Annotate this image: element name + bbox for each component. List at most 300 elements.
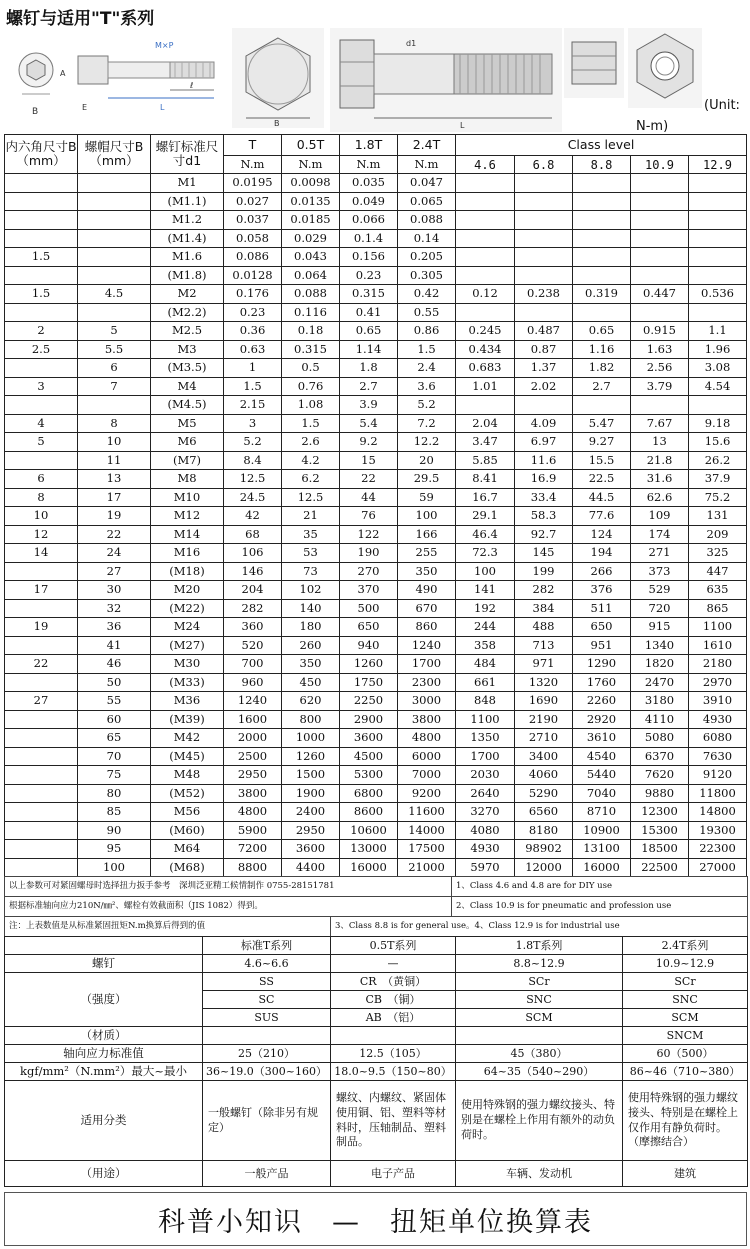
class-torque-cell: 2.02 (515, 377, 573, 396)
header-class-level: Class level (456, 135, 747, 156)
t18-torque-cell: 0.049 (340, 192, 398, 211)
hex-socket-cell (5, 766, 78, 785)
class-torque-cell: 3.47 (456, 433, 515, 452)
screw-size-cell: (M68) (151, 858, 224, 877)
t18-torque-cell: 16000 (340, 858, 398, 877)
t05-torque-cell: 180 (282, 618, 340, 637)
t-torque-cell: 8800 (224, 858, 282, 877)
table-row (5, 266, 747, 285)
head-size-cell (78, 211, 151, 230)
class-torque-cell (573, 266, 631, 285)
class-torque-cell: 2640 (456, 784, 515, 803)
class-torque-cell: 4930 (689, 710, 747, 729)
class-torque-cell (689, 248, 747, 267)
t05-torque-cell: 1900 (282, 784, 340, 803)
class-torque-cell: 3400 (515, 747, 573, 766)
class-torque-cell: 848 (456, 692, 515, 711)
class-torque-cell: 1.82 (573, 359, 631, 378)
t-torque-cell: 5900 (224, 821, 282, 840)
class-torque-cell: 27000 (689, 858, 747, 877)
head-size-cell: 60 (78, 710, 151, 729)
class-name: 6.8 (515, 156, 573, 174)
label-thread: ℓ (190, 81, 194, 90)
t-torque-cell: 0.36 (224, 322, 282, 341)
screw-size-cell: M2 (151, 285, 224, 304)
table-row (5, 710, 747, 729)
t-torque-cell: 7200 (224, 840, 282, 859)
t24-torque-cell: 17500 (398, 840, 456, 859)
class-torque-cell: 12000 (515, 858, 573, 877)
hex-socket-cell (5, 803, 78, 822)
t-torque-cell: 0.63 (224, 340, 282, 359)
table-row (5, 359, 747, 378)
class-torque-cell: 511 (573, 599, 631, 618)
screw-size-cell: (M45) (151, 747, 224, 766)
t05-torque-cell: 450 (282, 673, 340, 692)
class-torque-cell: 2.56 (631, 359, 689, 378)
class-name: 10.9 (631, 156, 689, 174)
grade-value: 8.8~12.9 (456, 955, 623, 973)
class-torque-cell: 0.487 (515, 322, 573, 341)
material-cell: SNCM (623, 1027, 748, 1045)
t-torque-cell: 1 (224, 359, 282, 378)
unit-value: N-m) (636, 119, 669, 134)
t-torque-cell: 2.15 (224, 396, 282, 415)
head-size-cell (78, 229, 151, 248)
material-cell: CB （铜） (331, 991, 456, 1009)
t05-torque-cell: 1.08 (282, 396, 340, 415)
head-size-cell: 55 (78, 692, 151, 711)
class-torque-cell (689, 192, 747, 211)
axial-value: 45（380） (456, 1045, 623, 1063)
t-torque-cell: 3 (224, 414, 282, 433)
t-torque-cell: 0.027 (224, 192, 282, 211)
class-torque-cell: 4060 (515, 766, 573, 785)
class-torque-cell: 484 (456, 655, 515, 674)
header-hex-socket: 内六角尺寸B（mm） (5, 135, 78, 174)
t24-torque-cell: 0.047 (398, 174, 456, 193)
material-cell: SCr (623, 973, 748, 991)
unit-cell: N.m (398, 156, 456, 174)
table-row (5, 581, 747, 600)
head-size-cell (78, 248, 151, 267)
t05-torque-cell: 4400 (282, 858, 340, 877)
t24-torque-cell: 3.6 (398, 377, 456, 396)
t-torque-cell: 2500 (224, 747, 282, 766)
screw-size-cell: M64 (151, 840, 224, 859)
material-cell: SCr (456, 973, 623, 991)
t24-torque-cell: 59 (398, 488, 456, 507)
t-torque-cell: 1240 (224, 692, 282, 711)
unit-cell: N.m (224, 156, 282, 174)
head-size-cell: 32 (78, 599, 151, 618)
t-torque-cell: 0.037 (224, 211, 282, 230)
t18-torque-cell: 1.14 (340, 340, 398, 359)
class-torque-cell: 5970 (456, 858, 515, 877)
class-torque-cell: 6560 (515, 803, 573, 822)
table-row (5, 562, 747, 581)
table-row (5, 766, 747, 785)
class-torque-cell (456, 229, 515, 248)
class-torque-cell: 2470 (631, 673, 689, 692)
notes-table (4, 876, 748, 917)
material-label: （材质） (5, 1027, 203, 1045)
t24-torque-cell: 670 (398, 599, 456, 618)
t05-torque-cell: 800 (282, 710, 340, 729)
class-torque-cell: 8710 (573, 803, 631, 822)
t-torque-cell: 0.23 (224, 303, 282, 322)
screw-label: 螺钉 (5, 955, 203, 973)
t24-torque-cell: 350 (398, 562, 456, 581)
class-torque-cell: 26.2 (689, 451, 747, 470)
class-torque-cell: 373 (631, 562, 689, 581)
table-row (5, 211, 747, 230)
hex-socket-cell: 5 (5, 433, 78, 452)
use-value: 建筑 (623, 1161, 748, 1187)
class-torque-cell: 447 (689, 562, 747, 581)
series-18t: 1.8T系列 (456, 937, 623, 955)
t05-torque-cell: 73 (282, 562, 340, 581)
material-cell: SNC (623, 991, 748, 1009)
hex-socket-cell (5, 599, 78, 618)
head-size-cell: 41 (78, 636, 151, 655)
class-torque-cell: 12300 (631, 803, 689, 822)
class-torque-cell (631, 211, 689, 230)
hex-socket-cell (5, 636, 78, 655)
material-cell: SCM (456, 1009, 623, 1027)
t18-torque-cell: 3600 (340, 729, 398, 748)
class-torque-cell: 325 (689, 544, 747, 563)
class-torque-cell: 6370 (631, 747, 689, 766)
screw-size-cell: M16 (151, 544, 224, 563)
grade-value: — (331, 955, 456, 973)
series-24t: 2.4T系列 (623, 937, 748, 955)
t18-torque-cell: 190 (340, 544, 398, 563)
material-cell: AB （铝） (331, 1009, 456, 1027)
screw-size-cell: M56 (151, 803, 224, 822)
class-torque-cell: 865 (689, 599, 747, 618)
t24-torque-cell: 3800 (398, 710, 456, 729)
class-torque-cell: 713 (515, 636, 573, 655)
class-torque-cell: 9880 (631, 784, 689, 803)
class-torque-cell: 271 (631, 544, 689, 563)
t24-torque-cell: 4800 (398, 729, 456, 748)
class-torque-cell (631, 266, 689, 285)
t18-torque-cell: 0.156 (340, 248, 398, 267)
table-row (5, 396, 747, 415)
hex-socket-cell (5, 451, 78, 470)
table-row (5, 747, 747, 766)
screw-size-cell: (M3.5) (151, 359, 224, 378)
header-t: T (224, 135, 282, 156)
class-torque-cell: 58.3 (515, 507, 573, 526)
class-torque-cell: 22500 (631, 858, 689, 877)
hex-socket-cell (5, 747, 78, 766)
class-torque-cell: 2180 (689, 655, 747, 674)
table-row (5, 858, 747, 877)
class-torque-cell: 244 (456, 618, 515, 637)
hex-socket-cell: 2 (5, 322, 78, 341)
label-b: B (32, 107, 39, 117)
t24-torque-cell: 0.86 (398, 322, 456, 341)
t-torque-cell: 0.176 (224, 285, 282, 304)
table-row (5, 451, 747, 470)
t05-torque-cell: 0.5 (282, 359, 340, 378)
class-torque-cell: 77.6 (573, 507, 631, 526)
class-torque-cell: 1340 (631, 636, 689, 655)
table-row (5, 303, 747, 322)
screw-size-cell: (M22) (151, 599, 224, 618)
class-torque-cell (631, 192, 689, 211)
range-value: 86~46（710~380） (623, 1063, 748, 1081)
class-torque-cell: 1610 (689, 636, 747, 655)
apply-value: 螺纹、内螺纹、紧固体使用铜、铝、塑料等材料时，压轴制品、塑料制品。 (331, 1081, 456, 1161)
class-torque-cell (573, 248, 631, 267)
hex-socket-cell (5, 303, 78, 322)
table-row (5, 784, 747, 803)
class-torque-cell: 109 (631, 507, 689, 526)
class-torque-cell: 100 (456, 562, 515, 581)
hex-socket-cell (5, 821, 78, 840)
class-torque-cell: 11.6 (515, 451, 573, 470)
t24-torque-cell: 20 (398, 451, 456, 470)
class-torque-cell: 4930 (456, 840, 515, 859)
use-value: 一般产品 (203, 1161, 331, 1187)
class-torque-cell: 2030 (456, 766, 515, 785)
t18-torque-cell: 10600 (340, 821, 398, 840)
table-row (5, 414, 747, 433)
t18-torque-cell: 5.4 (340, 414, 398, 433)
screw-size-cell: M8 (151, 470, 224, 489)
class-torque-cell: 98902 (515, 840, 573, 859)
screw-size-cell: M1 (151, 174, 224, 193)
t24-torque-cell: 5.2 (398, 396, 456, 415)
head-size-cell: 80 (78, 784, 151, 803)
t-torque-cell: 0.086 (224, 248, 282, 267)
table-row (5, 285, 747, 304)
class-torque-cell (515, 248, 573, 267)
class-torque-cell (689, 229, 747, 248)
material-cell: SNC (456, 991, 623, 1009)
hex-socket-cell (5, 858, 78, 877)
class-torque-cell: 199 (515, 562, 573, 581)
class-torque-cell: 1100 (689, 618, 747, 637)
t-torque-cell: 1600 (224, 710, 282, 729)
class-torque-cell: 33.4 (515, 488, 573, 507)
class-torque-cell: 37.9 (689, 470, 747, 489)
axial-value: 60（500） (623, 1045, 748, 1063)
t-torque-cell: 3800 (224, 784, 282, 803)
class-torque-cell (456, 192, 515, 211)
screw-size-cell: M4 (151, 377, 224, 396)
note-left-2: 根据标准轴向应力210N/㎜²、螺栓有效截面积（JIS 1082）得到。 (5, 897, 452, 917)
head-size-cell: 85 (78, 803, 151, 822)
material-cell: SC (203, 991, 331, 1009)
t05-torque-cell: 140 (282, 599, 340, 618)
hex-socket-cell (5, 192, 78, 211)
class-torque-cell: 44.5 (573, 488, 631, 507)
class-torque-cell: 14800 (689, 803, 747, 822)
table-row (5, 655, 747, 674)
t18-torque-cell: 0.035 (340, 174, 398, 193)
t-torque-cell: 0.058 (224, 229, 282, 248)
class-torque-cell: 1.16 (573, 340, 631, 359)
banner-title: 科普小知识 — 扭矩单位换算表 (4, 1192, 747, 1246)
head-size-cell: 27 (78, 562, 151, 581)
head-size-cell: 70 (78, 747, 151, 766)
class-torque-cell: 720 (631, 599, 689, 618)
t-torque-cell: 360 (224, 618, 282, 637)
head-size-cell: 36 (78, 618, 151, 637)
t05-torque-cell: 102 (282, 581, 340, 600)
head-size-cell: 17 (78, 488, 151, 507)
table-row (5, 507, 747, 526)
class-torque-cell (515, 229, 573, 248)
head-size-cell: 5.5 (78, 340, 151, 359)
screw-size-cell: M3 (151, 340, 224, 359)
table-row (5, 544, 747, 563)
strength-label: （强度） (5, 973, 203, 1027)
axial-value: 12.5（105） (331, 1045, 456, 1063)
t05-torque-cell: 0.0185 (282, 211, 340, 230)
t24-torque-cell: 0.55 (398, 303, 456, 322)
class-torque-cell (689, 266, 747, 285)
head-size-cell: 5 (78, 322, 151, 341)
screw-size-cell: M42 (151, 729, 224, 748)
class-torque-cell: 4.54 (689, 377, 747, 396)
class-torque-cell: 1.96 (689, 340, 747, 359)
t-torque-cell: 8.4 (224, 451, 282, 470)
class-torque-cell: 124 (573, 525, 631, 544)
t18-torque-cell: 1260 (340, 655, 398, 674)
grade-value: 4.6~6.6 (203, 955, 331, 973)
t-torque-cell: 960 (224, 673, 282, 692)
t18-torque-cell: 15 (340, 451, 398, 470)
class-torque-cell: 4540 (573, 747, 631, 766)
hex-socket-cell (5, 784, 78, 803)
header-t24: 2.4T (398, 135, 456, 156)
class-torque-cell (456, 248, 515, 267)
class-torque-cell: 6080 (689, 729, 747, 748)
series-standard: 标准T系列 (203, 937, 331, 955)
class-torque-cell: 650 (573, 618, 631, 637)
class-torque-cell: 1.63 (631, 340, 689, 359)
class-torque-cell (456, 303, 515, 322)
t05-torque-cell: 35 (282, 525, 340, 544)
t18-torque-cell: 13000 (340, 840, 398, 859)
class-torque-cell: 46.4 (456, 525, 515, 544)
head-size-cell: 24 (78, 544, 151, 563)
hex-socket-cell: 2.5 (5, 340, 78, 359)
torque-table (4, 134, 747, 877)
head-size-cell: 7 (78, 377, 151, 396)
class-torque-cell: 2190 (515, 710, 573, 729)
t18-torque-cell: 0.315 (340, 285, 398, 304)
t-torque-cell: 68 (224, 525, 282, 544)
hex-socket-cell: 4 (5, 414, 78, 433)
class-torque-cell: 488 (515, 618, 573, 637)
head-size-cell: 13 (78, 470, 151, 489)
t18-torque-cell: 2250 (340, 692, 398, 711)
screw-size-cell: (M52) (151, 784, 224, 803)
head-size-cell: 50 (78, 673, 151, 692)
class-torque-cell: 72.3 (456, 544, 515, 563)
class-torque-cell: 0.65 (573, 322, 631, 341)
table-row (5, 433, 747, 452)
table-row (5, 340, 747, 359)
head-size-cell: 4.5 (78, 285, 151, 304)
apply-value: 使用特殊钢的强力螺纹接头、特别是在螺栓上仅作用有静负荷时。（摩擦结合） (623, 1081, 748, 1161)
t18-torque-cell: 2.7 (340, 377, 398, 396)
screw-size-cell: (M27) (151, 636, 224, 655)
class-torque-cell: 0.536 (689, 285, 747, 304)
class-torque-cell: 9.18 (689, 414, 747, 433)
t05-torque-cell: 0.116 (282, 303, 340, 322)
class-torque-cell: 7630 (689, 747, 747, 766)
table-row (5, 488, 747, 507)
class-torque-cell: 3180 (631, 692, 689, 711)
t05-torque-cell: 12.5 (282, 488, 340, 507)
class-torque-cell (631, 248, 689, 267)
class-torque-cell: 16.7 (456, 488, 515, 507)
t24-torque-cell: 6000 (398, 747, 456, 766)
t18-torque-cell: 1750 (340, 673, 398, 692)
head-size-cell: 11 (78, 451, 151, 470)
hex-socket-cell (5, 673, 78, 692)
t18-torque-cell: 0.066 (340, 211, 398, 230)
class-torque-cell: 3910 (689, 692, 747, 711)
class-torque-cell: 8.41 (456, 470, 515, 489)
class-torque-cell: 3610 (573, 729, 631, 748)
head-size-cell: 8 (78, 414, 151, 433)
t05-torque-cell: 4.2 (282, 451, 340, 470)
class-torque-cell: 15300 (631, 821, 689, 840)
class-torque-cell: 0.87 (515, 340, 573, 359)
class-torque-cell (631, 396, 689, 415)
note-right-2: 2、Class 10.9 is for pneumatic and profession use (452, 897, 748, 917)
t-torque-cell: 146 (224, 562, 282, 581)
class-torque-cell (456, 396, 515, 415)
table-row (5, 377, 747, 396)
class-torque-cell: 4.09 (515, 414, 573, 433)
class-torque-cell: 5290 (515, 784, 573, 803)
class-torque-cell (515, 396, 573, 415)
header-screw-std: 螺钉标准尺寸d1 (151, 135, 224, 174)
class-torque-cell: 1320 (515, 673, 573, 692)
note-left-1: 以上参数可对紧固螺母时选择扭力扳手参考 深圳泛亚精工候情制作 0755-28151781 (5, 877, 452, 897)
t18-torque-cell: 650 (340, 618, 398, 637)
class-torque-cell: 13100 (573, 840, 631, 859)
class-torque-cell: 174 (631, 525, 689, 544)
notes-table-2 (4, 916, 748, 937)
hex-socket-cell: 3 (5, 377, 78, 396)
class-torque-cell: 0.12 (456, 285, 515, 304)
hex-socket-cell (5, 211, 78, 230)
t05-torque-cell: 53 (282, 544, 340, 563)
table-row (5, 599, 747, 618)
t05-torque-cell: 6.2 (282, 470, 340, 489)
hex-socket-cell (5, 174, 78, 193)
t18-torque-cell: 6800 (340, 784, 398, 803)
class-torque-cell: 4110 (631, 710, 689, 729)
t24-torque-cell: 166 (398, 525, 456, 544)
t05-torque-cell: 2950 (282, 821, 340, 840)
t05-torque-cell: 0.088 (282, 285, 340, 304)
table-row (5, 470, 747, 489)
class-torque-cell: 2.7 (573, 377, 631, 396)
screw-size-cell: (M7) (151, 451, 224, 470)
use-value: 电子产品 (331, 1161, 456, 1187)
